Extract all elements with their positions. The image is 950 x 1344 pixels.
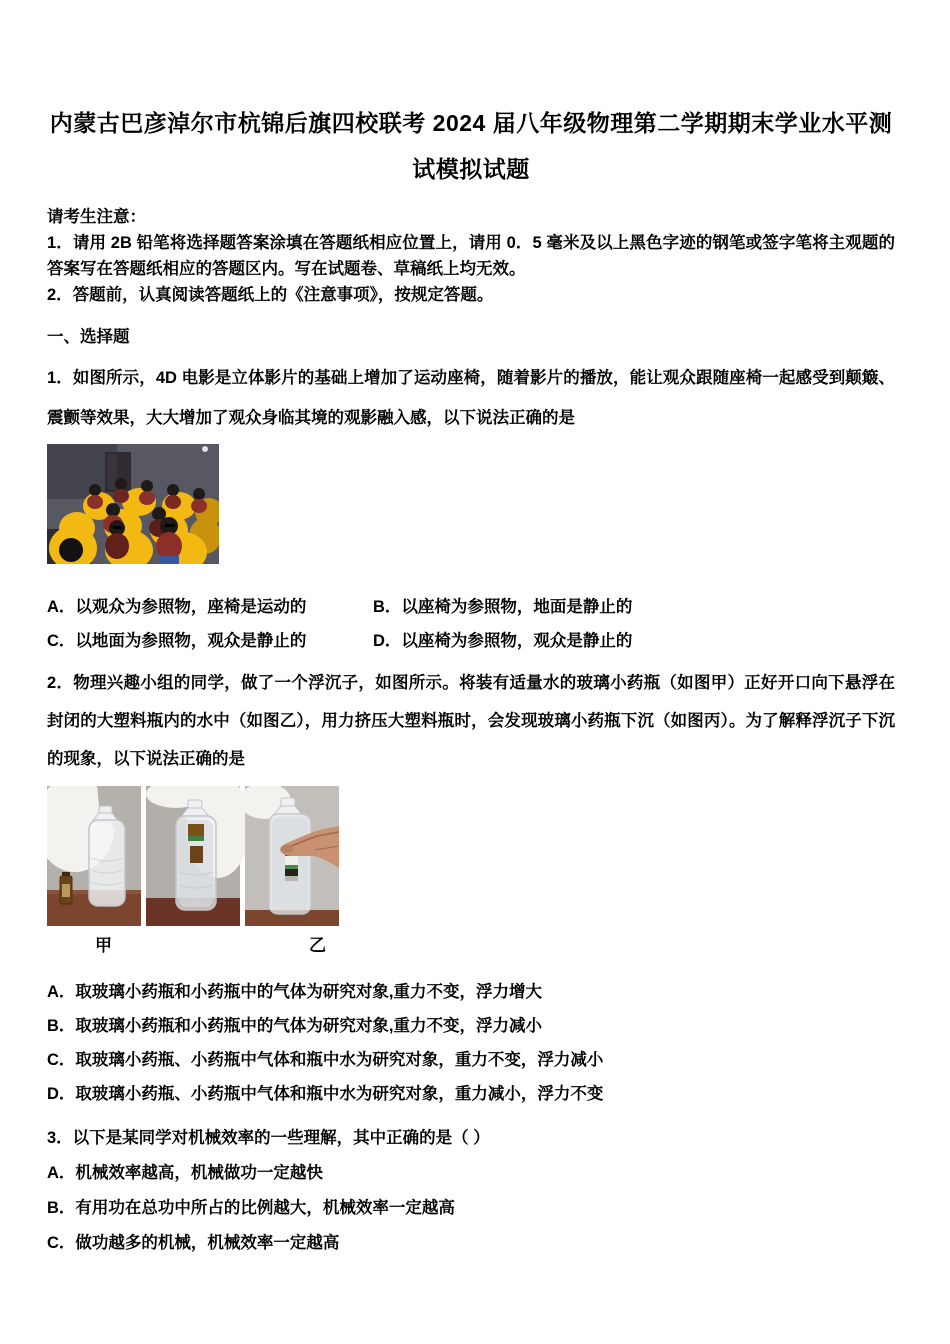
question-2-option-d: D．取玻璃小药瓶、小药瓶中气体和瓶中水为研究对象，重力减小，浮力不变: [47, 1085, 604, 1103]
cinema-photo: [47, 444, 219, 564]
notice-item-1: 1．请用 2B 铅笔将选择题答案涂填在答题纸相应位置上，请用 0．5 毫米及以上黑色字迹的钢笔或签字笔将主观题的答案写在答题纸相应的答题区内。写在试题卷、草稿纸上均无效。: [47, 234, 895, 278]
question-3-stem: 3．以下是某同学对机械效率的一些理解，其中正确的是（ ）: [47, 1129, 490, 1147]
question-2: [47, 664, 895, 1111]
page-title: 内蒙古巴彦淖尔市杭锦后旗四校联考 2024 届八年级物理第二学期期末学业水平测试模拟试题: [49, 110, 893, 182]
section-heading-choice: 一、选择题: [47, 328, 130, 346]
question-1-option-a: A．以观众为参照物，座椅是运动的: [47, 598, 307, 616]
question-2-option-a: A．取玻璃小药瓶和小药瓶中的气体为研究对象,重力不变，浮力增大: [47, 983, 542, 1001]
question-3: [47, 1121, 895, 1261]
question-3-option-c: C．做功越多的机械，机械效率一定越高: [47, 1234, 340, 1252]
notice-item-2: 2．答题前，认真阅读答题纸上的《注意事项》，按规定答题。: [47, 286, 494, 304]
question-1-option-d: D．以座椅为参照物，观众是静止的: [373, 632, 633, 650]
question-1-option-c: C．以地面为参照物，观众是静止的: [47, 632, 307, 650]
bottle-photos: [47, 786, 339, 929]
cinema-photo-figure: [47, 444, 895, 564]
question-1-options: [47, 590, 895, 658]
question-1-stem: 1．如图所示，4D 电影是立体影片的基础上增加了运动座椅，随着影片的播放，能让观众跟随座椅一起感受到颠簸、震颤等效果，大大增加了观众身临其境的观影融入感，以下说法正确的是: [47, 369, 895, 427]
caption-label-yi: 乙: [309, 936, 326, 955]
question-2-option-c: C．取玻璃小药瓶、小药瓶中气体和瓶中水为研究对象，重力不变，浮力减小: [47, 1051, 604, 1069]
caption-label-jia: 甲: [95, 936, 112, 955]
notice-heading: 请考生注意：: [47, 208, 146, 226]
question-1-option-b: B．以座椅为参照物，地面是静止的: [373, 598, 633, 616]
question-2-option-b: B．取玻璃小药瓶和小药瓶中的气体为研究对象,重力不变，浮力减小: [47, 1017, 542, 1035]
question-2-options: [47, 975, 895, 1111]
bottle-photo-panel-2: [146, 786, 250, 926]
question-3-options: [47, 1156, 895, 1261]
bottle-photo-panel-3: [239, 786, 339, 926]
question-3-option-b: B．有用功在总功中所占的比例越大，机械效率一定越高: [47, 1199, 455, 1217]
question-1: [47, 358, 895, 658]
floating-vial-photo-figure: [47, 786, 895, 959]
candidate-notice: [47, 204, 895, 308]
bottle-figure-captions: [47, 929, 895, 959]
bottle-photo-panel-1: [47, 786, 141, 926]
question-2-stem: 2．物理兴趣小组的同学，做了一个浮沉子，如图所示。将装有适量水的玻璃小药瓶（如图甲）正好开口向下悬浮在封闭的大塑料瓶内的水中（如图乙），用力挤压大塑料瓶时，会发现玻璃小药瓶下沉（如图丙）。为了解释浮沉子下沉的现象，以下说法正确的是: [47, 674, 895, 768]
question-3-option-a: A．机械效率越高，机械做功一定越快: [47, 1164, 323, 1182]
